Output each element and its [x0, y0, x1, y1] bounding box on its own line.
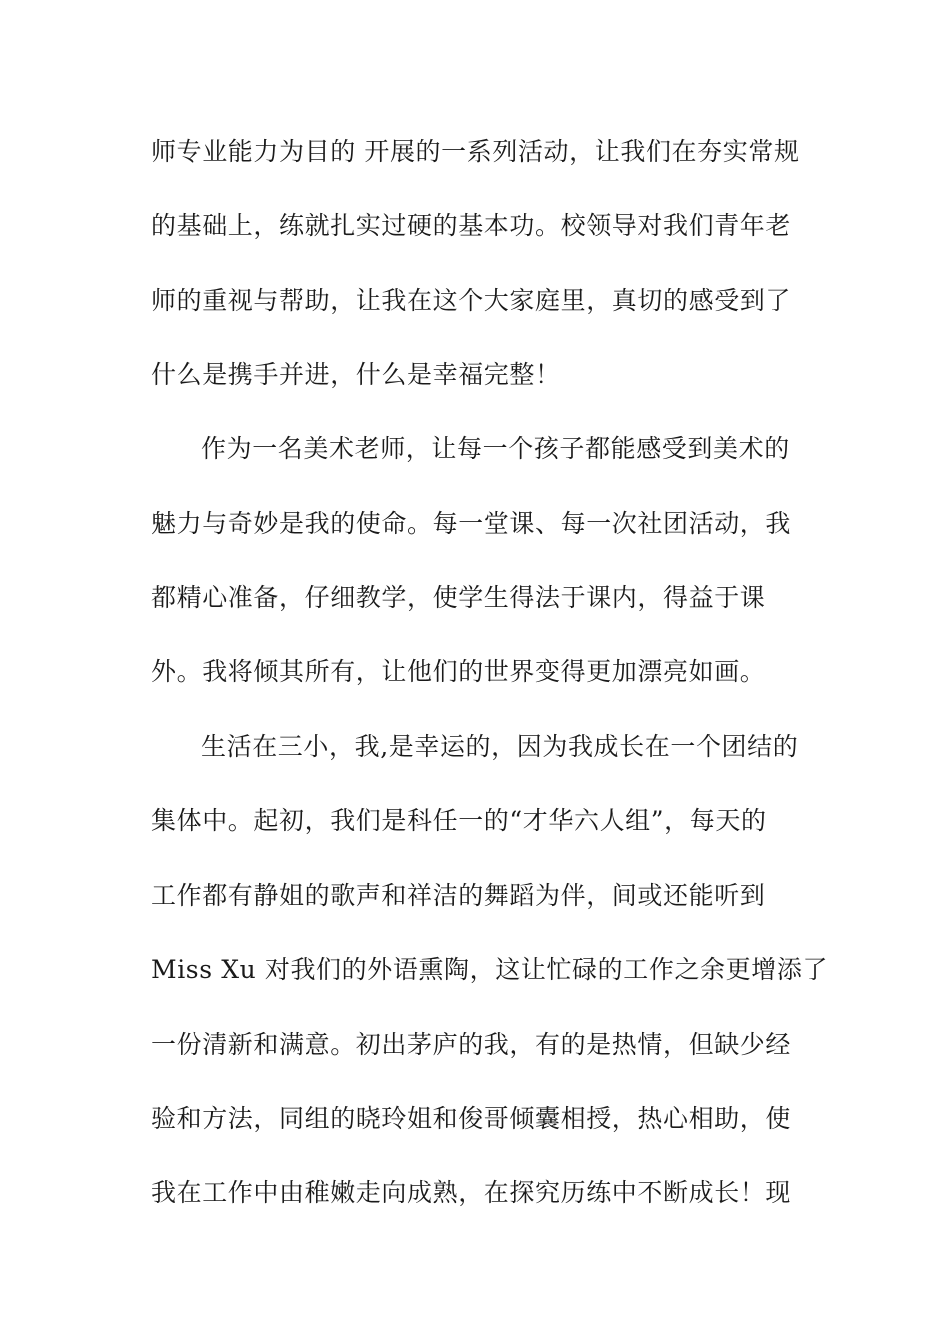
text-line: 集体中。起初，我们是科任一的“才华六人组”，每天的 [151, 806, 767, 835]
text-line: 师专业能力为目的 开展的一系列活动，让我们在夯实常规 [151, 137, 800, 166]
text-line: 工作都有静姐的歌声和祥洁的舞蹈为伴，间或还能听到 [151, 881, 766, 910]
text-line: 的基础上，练就扎实过硬的基本功。校领导对我们青年老 [151, 211, 792, 240]
paragraph-first-line: 作为一名美术老师，让每一个孩子都能感受到美术的 [201, 434, 790, 463]
text-line: 验和方法，同组的晓玲姐和俊哥倾囊相授，热心相助，使 [151, 1104, 792, 1133]
text-line: 都精心准备，仔细教学，使学生得法于课内，得益于课 [151, 583, 766, 612]
text-line: 什么是携手并进，什么是幸福完整！ [151, 360, 561, 389]
text-line: 魅力与奇妙是我的使命。每一堂课、每一次社团活动，我 [151, 509, 792, 538]
text-line: 我在工作中由稚嫩走向成熟，在探究历练中不断成长！现 [151, 1178, 792, 1207]
paragraph-first-line: 生活在三小，我,是幸运的，因为我成长在一个团结的 [201, 732, 799, 761]
text-line: 师的重视与帮助，让我在这个大家庭里，真切的感受到了 [151, 286, 792, 315]
text-line: 外。我将倾其所有，让他们的世界变得更加漂亮如画。 [151, 657, 766, 686]
text-line: Miss Xu 对我们的外语熏陶，这让忙碌的工作之余更增添了 [151, 955, 829, 984]
text-line: 一份清新和满意。初出茅庐的我，有的是热情，但缺少经 [151, 1030, 792, 1059]
